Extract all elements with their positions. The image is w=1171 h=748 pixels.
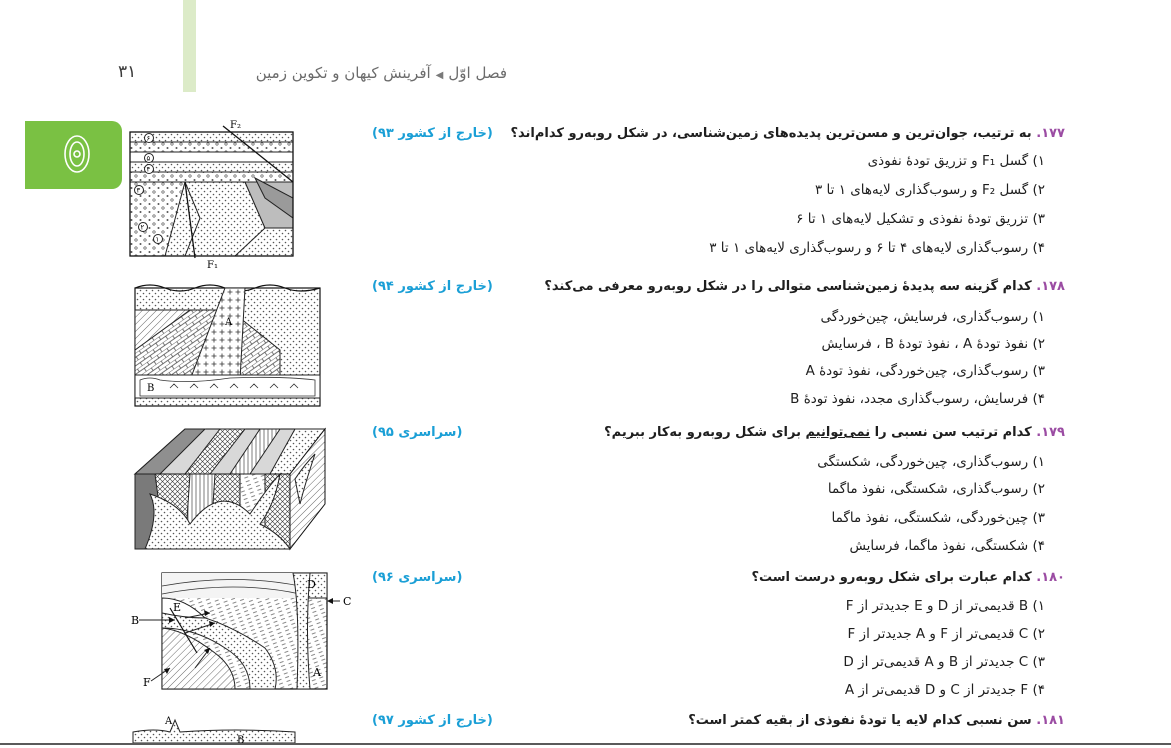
figure-177-cross-section <box>125 118 300 270</box>
page-bottom-border <box>0 743 1171 745</box>
section-tab <box>25 121 122 189</box>
exam-source: (سراسری ۹۵) <box>372 425 463 440</box>
intrusion-label-b: B <box>147 383 155 394</box>
question-text-emphasis: نمی‌توانیم <box>805 425 871 440</box>
exam-source: (سراسری ۹۶) <box>372 570 463 585</box>
question-text-after: برای شکل روبه‌رو به‌کار ببریم؟ <box>604 425 806 440</box>
question-number: ۱۸۰. <box>1036 570 1065 585</box>
option-1[interactable]: ۱) رسوب‌گذاری، چین‌خوردگی، شکستگی <box>817 454 1045 470</box>
option-3[interactable]: ۳) چین‌خوردگی، شکستگی، نفوذ ماگما <box>831 510 1045 526</box>
option-4[interactable]: ۴) رسوب‌گذاری لایه‌های ۴ تا ۶ و رسوب‌گذاری لایه‌های ۱ تا ۳ <box>709 240 1045 256</box>
question-text: به ترتیب، جوان‌ترین و مسن‌ترین پدیده‌های زمین‌شناسی، در شکل روبه‌رو کدام‌اند؟ <box>510 126 1032 141</box>
atom-orbit-icon <box>63 131 91 177</box>
question-number: ۱۸۱. <box>1036 713 1065 728</box>
layer-label-a: A <box>165 716 173 727</box>
figure-178-cross-section <box>130 280 325 412</box>
question-number: ۱۷۷. <box>1036 126 1065 141</box>
layer-label-6: ۶ <box>146 134 151 143</box>
layer-label-a: A <box>313 666 321 679</box>
figure-180-cross-section <box>125 568 360 693</box>
option-2[interactable]: ۲) گسل F₂ و رسوب‌گذاری لایه‌های ۱ تا ۳ <box>814 182 1045 198</box>
option-1[interactable]: ۱) رسوب‌گذاری، فرسایش، چین‌خوردگی <box>820 309 1045 325</box>
layer-label-4: ۴ <box>146 165 151 174</box>
figure-179-block-diagram <box>130 424 330 554</box>
intrusion-label-a: A <box>225 317 233 328</box>
option-3[interactable]: ۳) C جدیدتر از B و A قدیمی‌تر از D <box>843 654 1045 670</box>
question-text: کدام عبارت برای شکل روبه‌رو درست است؟ <box>751 570 1032 585</box>
exam-source: (خارج از کشور ۹۳) <box>372 126 493 141</box>
fault-label-f1: F₁ <box>207 260 218 270</box>
question-text-before: کدام ترتیب سن نسبی را <box>870 425 1032 440</box>
page-number: ۳۱ <box>118 62 137 82</box>
chapter-name: آفرینش کیهان و تکوین زمین <box>255 64 431 82</box>
option-1[interactable]: ۱) گسل F₁ و تزریق تودهٔ نفوذی <box>867 153 1045 169</box>
layer-label-f: F <box>143 676 151 689</box>
option-2[interactable]: ۲) رسوب‌گذاری، شکستگی، نفوذ ماگما <box>827 481 1045 497</box>
layer-label-3: ۳ <box>136 186 141 195</box>
question-text: کدام گزینه سه پدیدهٔ زمین‌شناسی متوالی را در شکل روبه‌رو معرفی می‌کند؟ <box>544 279 1032 294</box>
question-number: ۱۷۸. <box>1036 279 1065 294</box>
question-text: سن نسبی کدام لایه یا تودهٔ نفوذی از بقیه کمتر است؟ <box>688 713 1032 728</box>
figure-181-cross-section <box>125 712 305 743</box>
layer-label-b: B <box>237 735 245 743</box>
option-3[interactable]: ۳) رسوب‌گذاری، چین‌خوردگی، نفوذ تودهٔ A <box>805 363 1045 379</box>
chapter-label: فصل اوّل <box>448 64 507 82</box>
exam-source: (خارج از کشور ۹۷) <box>372 713 493 728</box>
header-accent-strip <box>183 0 196 92</box>
question-number: ۱۷۹. <box>1036 425 1065 440</box>
layer-label-b: B <box>131 614 140 627</box>
option-4[interactable]: ۴) F جدیدتر از C و D قدیمی‌تر از A <box>844 682 1045 698</box>
layer-label-c: C <box>343 595 352 608</box>
option-1[interactable]: ۱) B قدیمی‌تر از D و E جدیدتر از F <box>845 598 1045 614</box>
chapter-title <box>215 64 507 82</box>
triangle-separator-icon: ◀ <box>435 70 444 81</box>
layer-label-d: D <box>307 578 316 591</box>
option-2[interactable]: ۲) C قدیمی‌تر از F و A جدیدتر از F <box>847 626 1045 642</box>
layer-label-1: ۱ <box>155 235 160 244</box>
exam-source: (خارج از کشور ۹۴) <box>372 279 493 294</box>
layer-label-2: ۲ <box>140 223 145 232</box>
option-3[interactable]: ۳) تزریق تودهٔ نفوذی و تشکیل لایه‌های ۱ تا ۶ <box>796 211 1045 227</box>
layer-label-e: E <box>173 601 182 614</box>
layer-label-5: ۵ <box>146 154 151 163</box>
fault-label-f2: F₂ <box>230 120 241 131</box>
option-2[interactable]: ۲) نفوذ تودهٔ A ، نفوذ تودهٔ B ، فرسایش <box>821 336 1045 352</box>
option-4[interactable]: ۴) شکستگی، نفوذ ماگما، فرسایش <box>849 538 1045 554</box>
option-4[interactable]: ۴) فرسایش، رسوب‌گذاری مجدد، نفوذ تودهٔ B <box>790 391 1045 407</box>
